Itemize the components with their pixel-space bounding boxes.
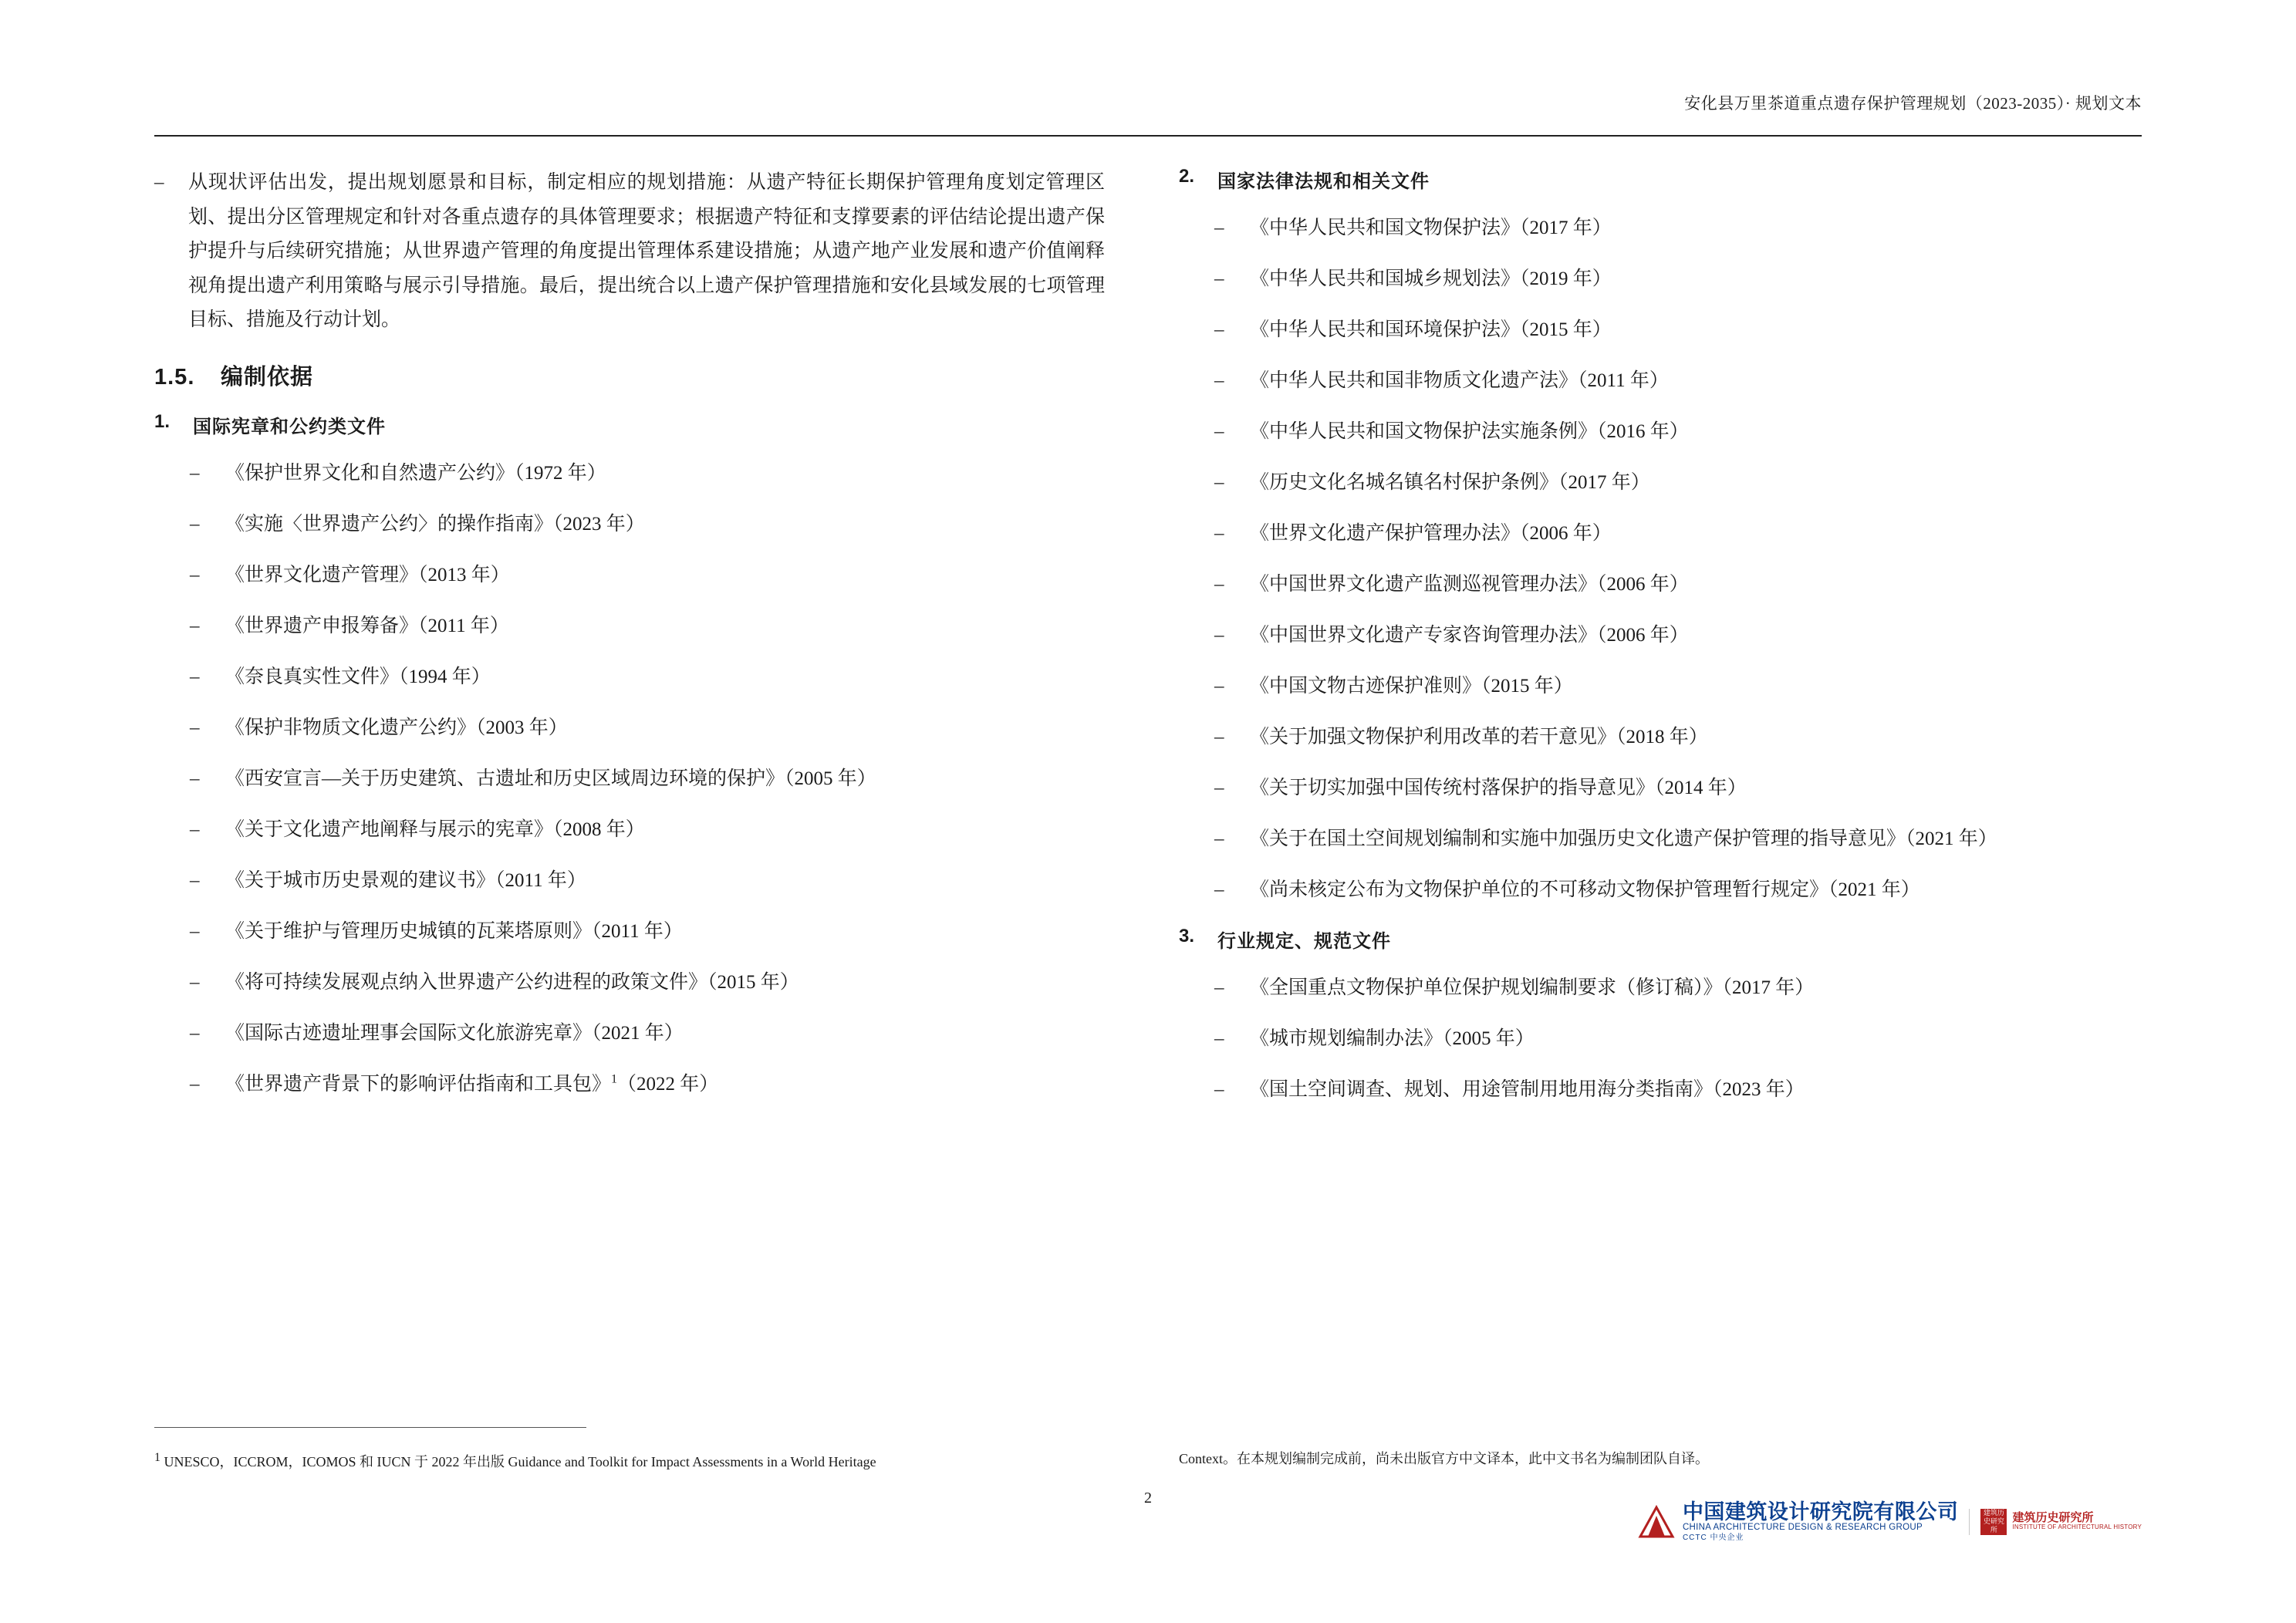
list-item xyxy=(1214,467,2129,498)
bullet-dash: – xyxy=(190,971,200,993)
list-item-text: 《中华人民共和国城乡规划法》（2019 年） xyxy=(1250,268,1612,289)
primary-logo-sub: CCTC 中央企业 xyxy=(1682,1533,1744,1542)
bullet-dash: – xyxy=(1214,218,1224,238)
list-item-text: 《中华人民共和国文物保护法实施条例》（2016 年） xyxy=(1250,421,1689,442)
bullet-dash: – xyxy=(190,920,200,942)
subsection-title: 国家法律法规和相关文件 xyxy=(1217,171,1430,192)
list-item-text: 《关于维护与管理历史城镇的瓦莱塔原则》（2011 年） xyxy=(225,920,683,942)
primary-logo-cn: 中国建筑设计研究院有限公司 xyxy=(1682,1500,1959,1524)
list-item-text: 《中国世界文化遗产专家咨询管理办法》（2006 年） xyxy=(1250,625,1689,646)
list-item xyxy=(190,662,1105,693)
bullet-dash: – xyxy=(1214,370,1224,391)
intro-paragraph-text: 从现状评估出发，提出规划愿景和目标，制定相应的规划措施：从遗产特征长期保护管理角度划定管理区划、提出分区管理规定和针对各重点遗存的具体管理要求；根据遗产特征和支撑要素的评估结论提出遗产保护提升与后续研究措施；从世界遗产管理的角度提出管理体系建设措施；从遗产地产业发展和遗产价值阐释视角提出遗产利用策略与展示引导措施。最后，提出统合以上遗产保护管理措施和安化县域发展的七项管理目标、措施及行动计划。 xyxy=(188,172,1105,330)
list-item-text: 《关于加强文物保护利用改革的若干意见》（2018 年） xyxy=(1250,727,1708,747)
list-item-text xyxy=(225,1069,1105,1100)
list-item-text: 《关于切实加强中国传统村落保护的指导意见》（2014 年） xyxy=(1250,778,1747,798)
bullet-dash: – xyxy=(1214,523,1224,544)
list-item xyxy=(190,815,1105,845)
bullet-dash: – xyxy=(1214,828,1224,849)
list-item-text: 《中华人民共和国非物质文化遗产法》（2011 年） xyxy=(1250,370,1669,391)
subsection-heading-2 xyxy=(1179,166,2129,193)
footnote-left xyxy=(154,1449,1105,1473)
industry-regulations-list xyxy=(1214,973,2129,1105)
list-item xyxy=(190,1018,1105,1049)
bullet-dash: – xyxy=(190,1073,200,1095)
list-item xyxy=(190,916,1105,947)
list-item xyxy=(190,865,1105,896)
header-divider xyxy=(154,135,2142,137)
list-item-text: 《尚未核定公布为文物保护单位的不可移动文物保护管理暂行规定》（2021 年） xyxy=(1250,879,1920,900)
secondary-logo-cn: 建筑历史研究所 xyxy=(2012,1510,2094,1524)
list-item-text: 《实施〈世界遗产公约〉的操作指南》（2023 年） xyxy=(225,513,645,535)
bullet-dash: – xyxy=(1214,268,1224,289)
bullet-dash: – xyxy=(190,513,200,535)
list-item xyxy=(1214,315,2129,346)
seal-icon: 建筑历史研究所 xyxy=(1980,1509,2007,1535)
footnote-divider xyxy=(154,1427,586,1428)
list-item-text: 《世界文化遗产管理》（2013 年） xyxy=(225,564,510,585)
list-item xyxy=(190,967,1105,998)
section-heading-1-5 xyxy=(154,359,1105,391)
two-column-body xyxy=(154,166,2142,1457)
bullet-dash: – xyxy=(1214,1079,1224,1100)
bullet-dash: – xyxy=(1214,778,1224,798)
bullet-dash: – xyxy=(190,717,200,738)
list-item xyxy=(190,713,1105,744)
list-item xyxy=(1214,773,2129,804)
list-item xyxy=(190,509,1105,540)
list-item-text: 《世界遗产申报筹备》（2011 年） xyxy=(225,615,509,636)
list-item-title: 《世界遗产背景下的影响评估指南和工具包》 xyxy=(225,1073,612,1095)
list-item-with-footnote xyxy=(190,1069,1105,1100)
list-item-text: 《城市规划编制办法》（2005 年） xyxy=(1250,1028,1535,1049)
list-item xyxy=(1214,1075,2129,1105)
list-item-text: 《中华人民共和国文物保护法》（2017 年） xyxy=(1250,218,1612,238)
subsection-heading-1 xyxy=(154,411,1105,438)
bullet-dash: – xyxy=(190,1022,200,1044)
running-head: 安化县万里茶道重点遗存保护管理规划（2023-2035）· 规划文本 xyxy=(1684,94,2142,113)
list-item-text: 《中国世界文化遗产监测巡视管理办法》（2006 年） xyxy=(1250,574,1689,595)
list-item-text: 《西安宣言—关于历史建筑、古遗址和历史区域周边环境的保护》（2005 年） xyxy=(225,768,876,789)
bullet-dash: – xyxy=(1214,676,1224,697)
bullet-dash: – xyxy=(190,666,200,687)
bullet-dash: – xyxy=(1214,472,1224,493)
list-item xyxy=(1214,518,2129,549)
secondary-logo-text xyxy=(2012,1512,2142,1531)
list-item-text: 《关于文化遗产地阐释与展示的宪章》（2008 年） xyxy=(225,818,645,840)
subsection-number: 3. xyxy=(1179,926,1195,946)
footnote-number: 1 xyxy=(154,1451,160,1464)
bullet-dash: – xyxy=(190,818,200,840)
bullet-dash: – xyxy=(1214,319,1224,340)
list-item xyxy=(1214,973,2129,1004)
secondary-logo-en: INSTITUTE OF ARCHITECTURAL HISTORY xyxy=(2012,1523,2142,1531)
footnote-left-text: UNESCO，ICCROM，ICOMOS 和 IUCN 于 2022 年出版 Guidance and Toolkit for Impact Assessments in a World Heritage xyxy=(164,1454,876,1469)
bullet-dash: – xyxy=(154,172,164,193)
subsection-title: 国际宪章和公约类文件 xyxy=(193,416,386,437)
bullet-dash: – xyxy=(1214,625,1224,646)
bullet-dash: – xyxy=(1214,879,1224,900)
list-item-text: 《中华人民共和国环境保护法》（2015 年） xyxy=(1250,319,1612,340)
list-item-text: 《全国重点文物保护单位保护规划编制要求（修订稿）》（2017 年） xyxy=(1250,977,1815,998)
list-item-text: 《将可持续发展观点纳入世界遗产公约进程的政策文件》（2015 年） xyxy=(225,971,799,993)
list-item xyxy=(1214,213,2129,244)
list-item xyxy=(1214,875,2129,906)
list-item-year: （2022 年） xyxy=(617,1073,719,1095)
subsection-title: 行业规定、规范文件 xyxy=(1217,931,1391,952)
list-item-text: 《国际古迹遗址理事会国际文化旅游宪章》（2021 年） xyxy=(225,1022,684,1044)
bullet-dash: – xyxy=(190,462,200,484)
bullet-dash: – xyxy=(190,564,200,585)
list-item xyxy=(190,611,1105,642)
list-item xyxy=(1214,722,2129,753)
list-item xyxy=(1214,264,2129,295)
section-title: 编制依据 xyxy=(221,364,314,390)
primary-logo-text xyxy=(1683,1501,1959,1542)
list-item-text: 《保护非物质文化遗产公约》（2003 年） xyxy=(225,717,568,738)
secondary-logo xyxy=(1969,1509,2142,1535)
list-item xyxy=(1214,366,2129,396)
bullet-dash: – xyxy=(1214,421,1224,442)
list-item xyxy=(190,458,1105,489)
list-item xyxy=(1214,671,2129,702)
list-item xyxy=(1214,1024,2129,1054)
right-column xyxy=(1179,166,2129,1457)
primary-logo-en: CHINA ARCHITECTURE DESIGN & RESEARCH GROUP xyxy=(1682,1523,1923,1533)
list-item xyxy=(1214,417,2129,447)
list-item-text: 《世界文化遗产保护管理办法》（2006 年） xyxy=(1250,523,1612,544)
bullet-dash: – xyxy=(1214,1028,1224,1049)
subsection-number: 1. xyxy=(154,410,171,432)
primary-logo xyxy=(1638,1501,1959,1542)
footnote-area xyxy=(154,1449,2142,1473)
bullet-dash: – xyxy=(1214,977,1224,998)
list-item xyxy=(1214,824,2129,855)
list-item-text: 《关于在国土空间规划编制和实施中加强历史文化遗产保护管理的指导意见》（2021 年） xyxy=(1250,828,1997,849)
list-item-text: 《保护世界文化和自然遗产公约》（1972 年） xyxy=(225,462,606,484)
left-column xyxy=(154,166,1105,1457)
bullet-dash: – xyxy=(190,615,200,636)
national-laws-list xyxy=(1214,213,2129,906)
intro-paragraph xyxy=(154,166,1105,338)
bullet-dash: – xyxy=(1214,727,1224,747)
subsection-number: 2. xyxy=(1179,166,1195,187)
list-item-text: 《国土空间调查、规划、用途管制用地用海分类指南》（2023 年） xyxy=(1250,1079,1805,1100)
list-item-text: 《历史文化名城名镇名村保护条例》（2017 年） xyxy=(1250,472,1650,493)
cadg-triangle-icon xyxy=(1638,1504,1675,1540)
page-number: 2 xyxy=(1144,1490,1152,1507)
bullet-dash: – xyxy=(190,768,200,789)
footnote-marker[interactable]: 1 xyxy=(611,1072,618,1086)
footnote-right: Context。在本规划编制完成前，尚未出版官方中文译本，此中文书名为编制团队自译。 xyxy=(1179,1451,1709,1466)
list-item xyxy=(1214,569,2129,600)
section-number: 1.5. xyxy=(154,364,195,390)
bullet-dash: – xyxy=(1214,574,1224,595)
list-item-text: 《中国文物古迹保护准则》（2015 年） xyxy=(1250,676,1573,697)
bullet-dash: – xyxy=(190,869,200,891)
list-item xyxy=(190,560,1105,591)
footer-logos xyxy=(1638,1501,2142,1542)
list-item-text: 《奈良真实性文件》（1994 年） xyxy=(225,666,491,687)
list-item xyxy=(190,764,1105,795)
list-item-text: 《关于城市历史景观的建议书》（2011 年） xyxy=(225,869,586,891)
international-charters-list xyxy=(190,458,1105,1100)
list-item xyxy=(1214,620,2129,651)
subsection-heading-3 xyxy=(1179,926,2129,953)
